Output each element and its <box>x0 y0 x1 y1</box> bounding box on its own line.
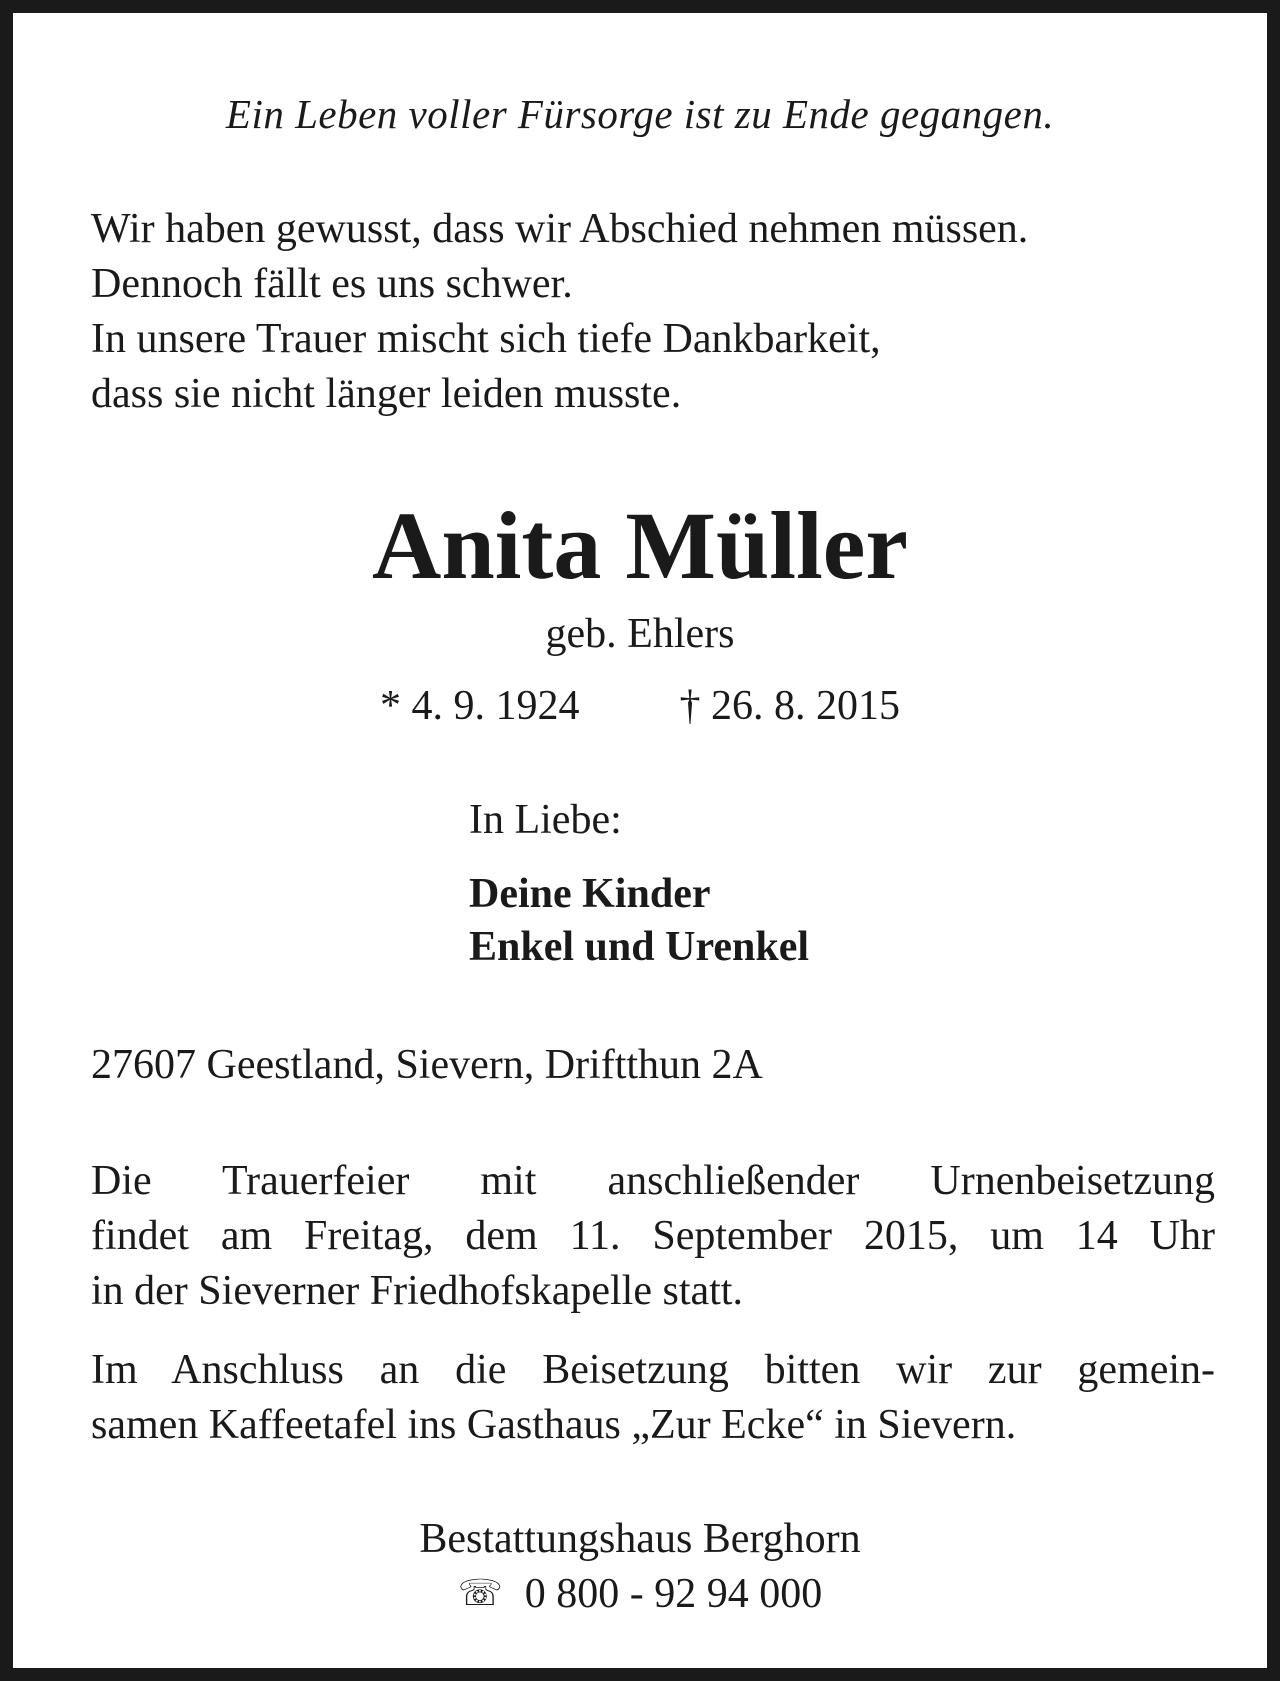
life-dates <box>13 679 1267 733</box>
mourners <box>469 868 809 974</box>
service-line: findet am Freitag, dem 11. September 2015, um 14 Uhr <box>91 1213 1215 1259</box>
maiden-name: geb. Ehlers <box>545 611 735 657</box>
intro-line: dass sie nicht länger leiden musste. <box>91 371 682 417</box>
funeral-home-phone <box>13 1567 1267 1621</box>
motto: Ein Leben voller Fürsorge ist zu Ende gegangen. <box>225 91 1055 137</box>
service-paragraph <box>91 1154 1215 1319</box>
reception-line: samen Kaffeetafel ins Gasthaus „Zur Ecke“ in Sievern. <box>91 1402 1017 1448</box>
intro-paragraph <box>91 202 1215 422</box>
service-line: Die Trauerfeier mit anschließender Urnenbeisetzung <box>91 1158 1215 1204</box>
closing-phrase: In Liebe: <box>469 797 622 843</box>
reception-line: Im Anschluss an die Beisetzung bitten wir zur gemein- <box>91 1347 1215 1393</box>
death-date: † 26. 8. 2015 <box>679 683 900 729</box>
mourner-line: Deine Kinder <box>469 871 711 917</box>
mourner-line: Enkel und Urenkel <box>469 924 809 970</box>
phone-number: 0 800 - 92 94 000 <box>524 1571 823 1617</box>
telephone-icon: ☏ <box>457 1573 503 1614</box>
reception-paragraph <box>91 1343 1215 1453</box>
deceased-name: Anita Müller <box>372 492 908 599</box>
family-address: 27607 Geestland, Sievern, Driftthun 2A <box>91 1042 763 1088</box>
funeral-home-name: Bestattungshaus Berghorn <box>419 1516 861 1562</box>
service-line: in der Sieverner Friedhofskapelle statt. <box>91 1268 743 1314</box>
intro-line: Wir haben gewusst, dass wir Abschied nehmen müssen. <box>91 206 1029 252</box>
intro-line: Dennoch fällt es uns schwer. <box>91 261 573 307</box>
birth-date: * 4. 9. 1924 <box>380 683 580 729</box>
intro-line: In unsere Trauer mischt sich tiefe Dankbarkeit, <box>91 316 881 362</box>
